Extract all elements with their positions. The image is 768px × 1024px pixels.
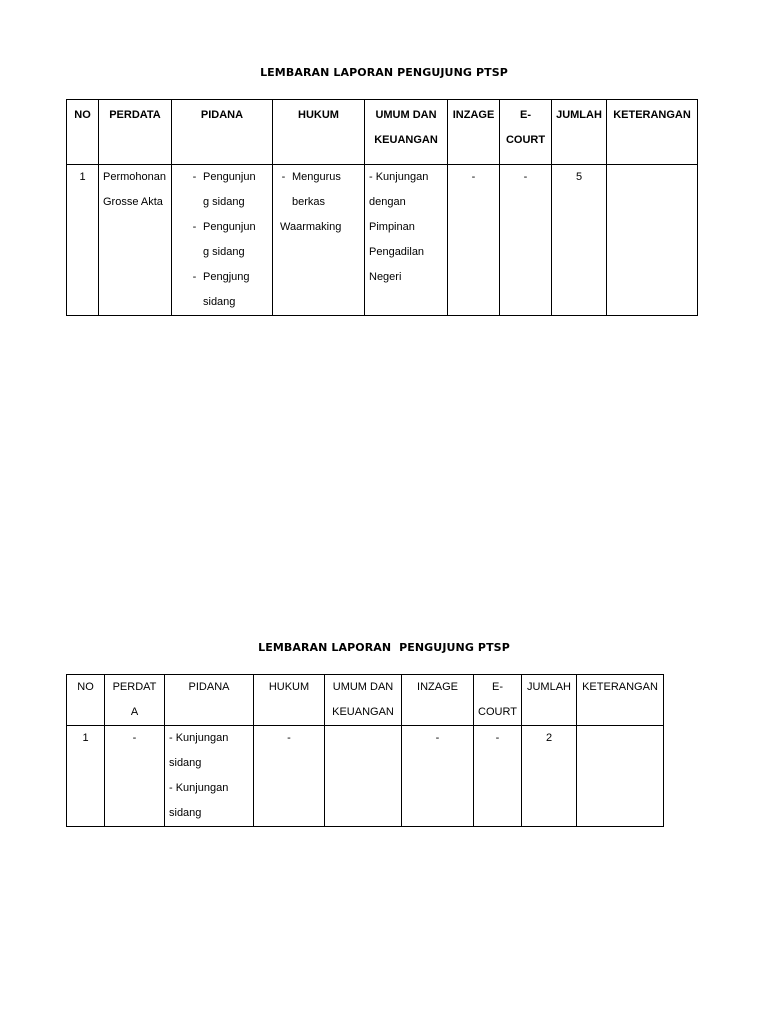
cell-keterangan [607, 165, 698, 316]
list-dash: - [192, 221, 197, 233]
header-no: NO [67, 100, 99, 165]
header-e-court [474, 675, 522, 726]
list-dash: - [192, 171, 197, 183]
pidana-line-2: sidang [169, 757, 202, 769]
cell-inzage: - [402, 726, 474, 827]
cell-umum-dan-keuangan [325, 726, 402, 827]
table-header-row [67, 675, 664, 726]
pidana-item [186, 265, 272, 315]
cell-no: 1 [67, 165, 99, 316]
list-dash: - [192, 271, 197, 283]
header-perdata-line-1: PERDAT [112, 681, 157, 693]
hukum-item [275, 165, 364, 215]
cell-perdata [99, 165, 172, 316]
umum-line-5: Negeri [369, 271, 402, 283]
cell-inzage: - [448, 165, 500, 316]
header-ecourt-line-1: E- [520, 109, 531, 121]
cell-e-court: - [500, 165, 552, 316]
header-ecourt-line-2: COURT [505, 134, 546, 146]
header-umum-line-2: KEUANGAN [374, 134, 438, 146]
report-1-table [66, 99, 698, 316]
pidana-item-line: sidang [203, 296, 236, 308]
header-pidana: PIDANA [172, 100, 273, 165]
cell-jumlah: 2 [522, 726, 577, 827]
hukum-line-3: Waarmaking [280, 221, 342, 233]
header-no: NO [67, 675, 105, 726]
hukum-line-1: Mengurus [292, 171, 341, 183]
header-umum-dan-keuangan [365, 100, 448, 165]
umum-line-1: - Kunjungan [369, 171, 429, 183]
header-ecourt-line-1: E- [492, 681, 503, 693]
hukum-line-2: berkas [292, 196, 326, 208]
pidana-item-line: g sidang [203, 196, 245, 208]
header-umum-dan-keuangan [325, 675, 402, 726]
pidana-item-line: Pengjung [203, 271, 250, 283]
cell-hukum [273, 165, 365, 316]
pidana-item [186, 165, 272, 215]
pidana-item [186, 215, 272, 265]
pidana-item-line: g sidang [203, 246, 245, 258]
header-perdata: PERDATA [99, 100, 172, 165]
pidana-line-3: - Kunjungan [169, 782, 229, 794]
table-row [67, 726, 664, 827]
cell-e-court: - [474, 726, 522, 827]
cell-pidana [172, 165, 273, 316]
header-keterangan: KETERANGAN [577, 675, 664, 726]
header-keterangan: KETERANGAN [607, 100, 698, 165]
cell-keterangan [577, 726, 664, 827]
report-1-title: LEMBARAN LAPORAN PENGUJUNG PTSP [260, 66, 508, 79]
header-inzage: INZAGE [448, 100, 500, 165]
header-e-court [500, 100, 552, 165]
header-pidana: PIDANA [165, 675, 254, 726]
perdata-line-1: Permohonan [103, 171, 166, 183]
header-hukum: HUKUM [254, 675, 325, 726]
pidana-line-4: sidang [169, 807, 202, 819]
list-dash: - [281, 171, 286, 183]
header-jumlah: JUMLAH [552, 100, 607, 165]
report-2-table [66, 674, 664, 827]
pidana-item-line: Pengunjun [203, 221, 256, 233]
header-umum-line-1: UMUM DAN [332, 681, 394, 693]
table-header-row [67, 100, 698, 165]
cell-perdata: - [105, 726, 165, 827]
header-inzage: INZAGE [402, 675, 474, 726]
header-perdata-line-2: A [130, 706, 139, 718]
cell-no: 1 [67, 726, 105, 827]
header-perdata [105, 675, 165, 726]
cell-hukum: - [254, 726, 325, 827]
report-2-title: LEMBARAN LAPORAN PENGUJUNG PTSP [258, 641, 510, 654]
pidana-item-line: Pengunjun [203, 171, 256, 183]
header-jumlah: JUMLAH [522, 675, 577, 726]
cell-jumlah: 5 [552, 165, 607, 316]
header-umum-line-1: UMUM DAN [375, 109, 437, 121]
cell-pidana [165, 726, 254, 827]
header-ecourt-line-2: COURT [478, 706, 517, 718]
umum-line-3: Pimpinan [369, 221, 415, 233]
perdata-line-2: Grosse Akta [103, 196, 163, 208]
header-hukum: HUKUM [273, 100, 365, 165]
pidana-line-1: - Kunjungan [169, 732, 229, 744]
umum-line-2: dengan [369, 196, 406, 208]
umum-line-4: Pengadilan [369, 246, 425, 258]
header-umum-line-2: KEUANGAN [332, 706, 394, 718]
table-row [67, 165, 698, 316]
cell-umum-dan-keuangan [365, 165, 448, 316]
